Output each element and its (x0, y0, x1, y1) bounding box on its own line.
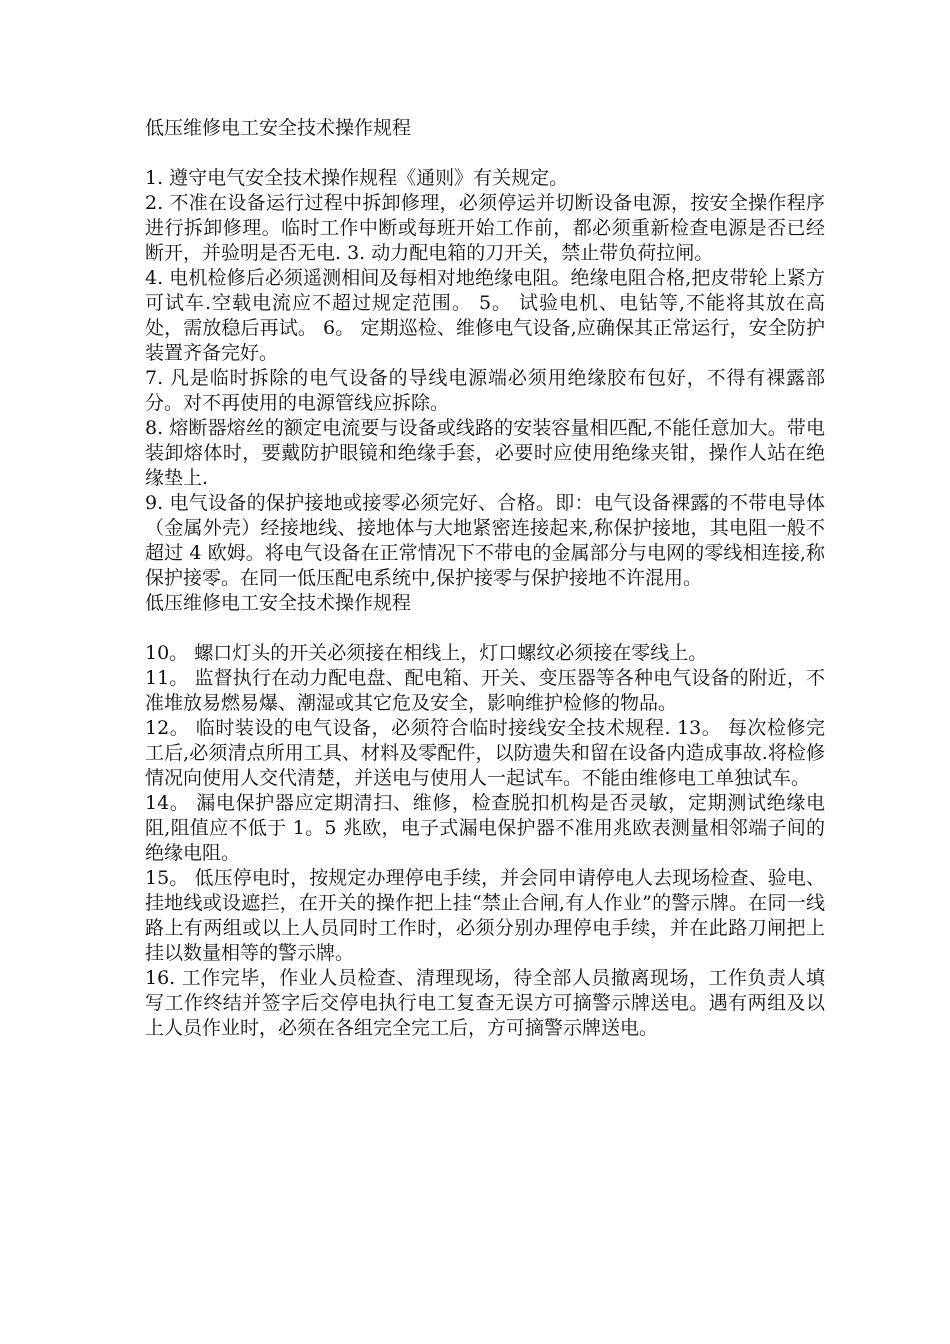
rule-paragraph-4: 4. 电机检修后必须遥测相间及每相对地绝缘电阻。绝缘电阻合格,把皮带轮上紧方可试车.空载电流应不超过规定范围。 5。 试验电机、电钻等,不能将其放在高处，需放稳后再试。 6。 定期巡检、维修电气设备,应确保其正常运行，安全防护装置齐备完好。 (145, 267, 825, 364)
rule-paragraph-15: 15。 低压停电时，按规定办理停电手续，并会同申请停电人去现场检查、验电、挂地线或设遮拦，在开关的操作把上挂“禁止合闸,有人作业”的警示牌。在同一线路上有两组或以上人员同时工作时，必须分别办理停电手续，并在此路刀闸把上挂以数量相等的警示牌。 (145, 867, 825, 964)
rule-paragraph-1: 1. 遵守电气安全技术操作规程《通则》有关规定。 (145, 167, 569, 189)
document-title-2: 低压维修电工安全技术操作规程 (145, 592, 412, 614)
blank-line (145, 141, 825, 166)
rule-paragraph-8: 8. 熔断器熔丝的额定电流要与设备或线路的安装容量相匹配,不能任意加大。带电装卸熔体时，要戴防护眼镜和绝缘手套，必要时应使用绝缘夹钳，操作人站在绝缘垫上. (145, 417, 825, 489)
rule-paragraph-16: 16. 工作完毕，作业人员检查、清理现场，待全部人员撤离现场，工作负责人填写工作终结并签字后交停电执行电工复查无误方可摘警示牌送电。遇有两组及以上人员作业时，必须在各组完全完工后，方可摘警示牌送电。 (145, 967, 825, 1039)
rule-paragraph-7: 7. 凡是临时拆除的电气设备的导线电源端必须用绝缘胶布包好，不得有裸露部分。对不再使用的电源管线应拆除。 (145, 367, 825, 414)
blank-line (145, 616, 825, 641)
rule-paragraph-2: 2. 不准在设备运行过程中拆卸修理，必须停运并切断设备电源，按安全操作程序进行拆卸修理。临时工作中断或每班开始工作前，都必须重新检查电源是否已经断开，并验明是否无电. 3. 动力配电箱的刀开关，禁止带负荷拉闸。 (145, 192, 825, 264)
document-title-1: 低压维修电工安全技术操作规程 (145, 117, 412, 139)
rule-paragraph-9: 9. 电气设备的保护接地或接零必须完好、合格。即：电气设备裸露的不带电导体（金属外壳）经接地线、接地体与大地紧密连接起来,称保护接地，其电阻一般不超过 4 欧姆。将电气设备在正常情况下不带电的金属部分与电网的零线相连接,称保护接零。在同一低压配电系统中,保护接零与保护接地不许混用。 (145, 492, 825, 589)
document-body (145, 116, 825, 1041)
rule-paragraph-12: 12。 临时装设的电气设备，必须符合临时接线安全技术规程. 13。 每次检修完工后,必须清点所用工具、材料及零配件，以防遗失和留在设备内造成事故.将检修情况向使用人交代清楚，并送电与使用人一起试车。不能由维修电工单独试车。 (145, 717, 825, 789)
rule-paragraph-11: 11。 监督执行在动力配电盘、配电箱、开关、变压器等各种电气设备的附近，不准堆放易燃易爆、潮湿或其它危及安全，影响维护检修的物品。 (145, 667, 825, 714)
rule-paragraph-10: 10。 螺口灯头的开关必须接在相线上，灯口螺纹必须接在零线上。 (145, 642, 708, 664)
rule-paragraph-14: 14。 漏电保护器应定期清扫、维修，检查脱扣机构是否灵敏，定期测试绝缘电阻,阻值应不低于 1。5 兆欧，电子式漏电保护器不准用兆欧表测量相邻端子间的绝缘电阻。 (145, 792, 825, 864)
